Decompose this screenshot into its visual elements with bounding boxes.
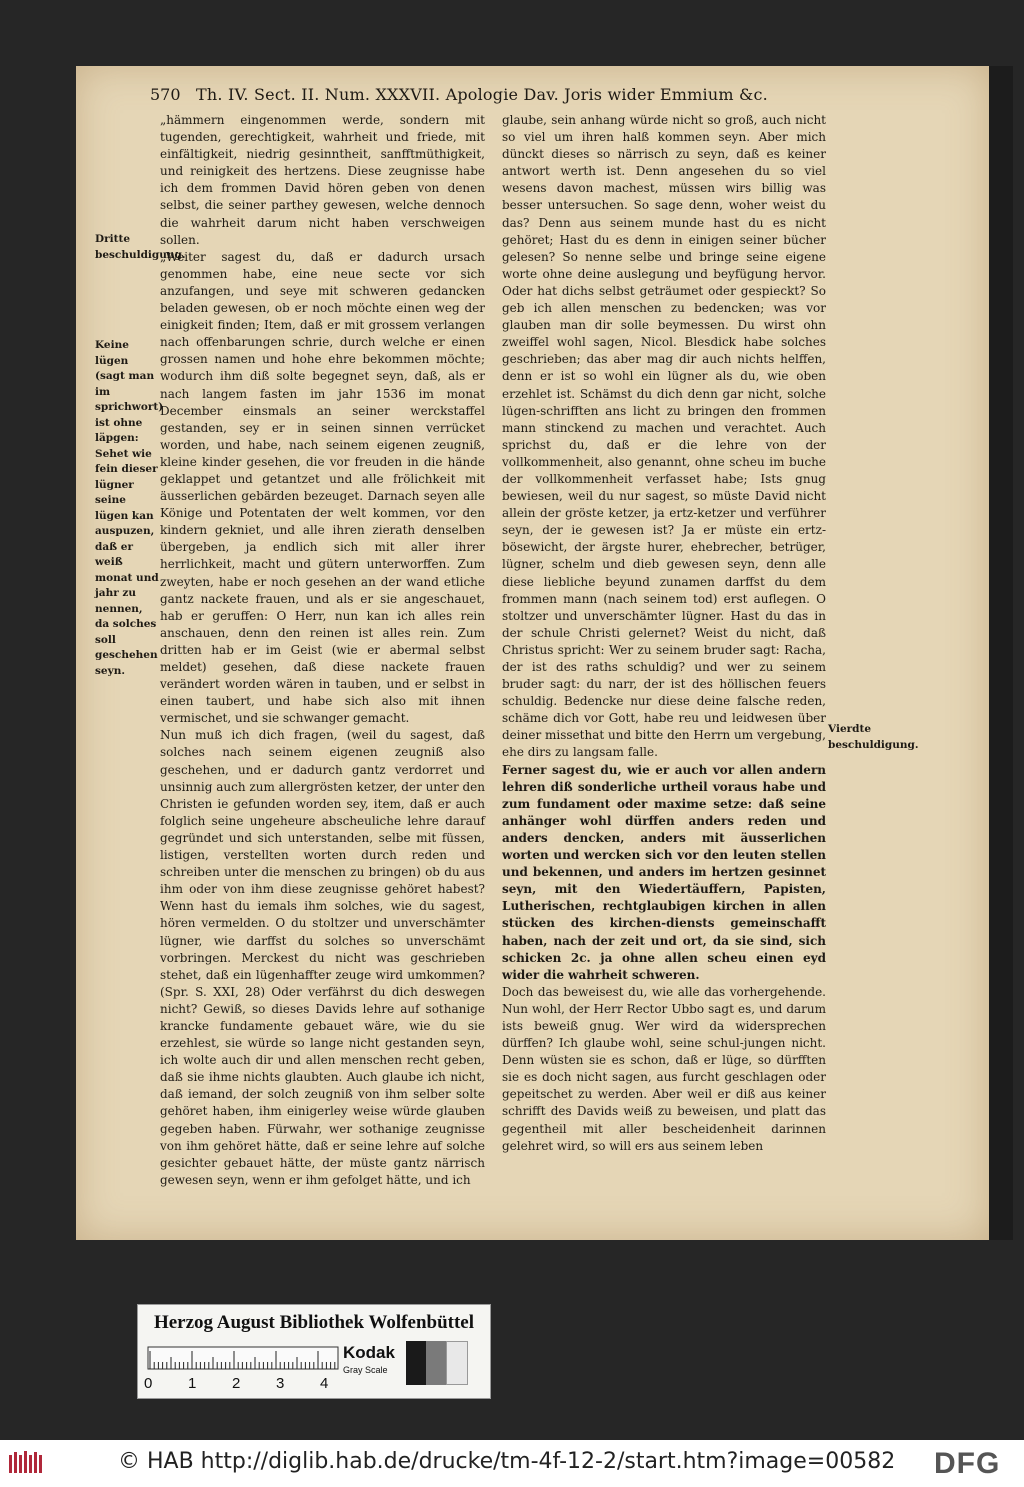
margin-note-vierdte: Vierdte beschuldigung. [828,723,919,751]
gray-patches [406,1341,468,1385]
paragraph: Nun muß ich dich fragen, (weil du sagest, daß solches nach seinem eigenen zeugniß also geschehen, und er dadurch gantz verdorret und unsinnig auch zum allergrösten ketzer, der unter den Christen ie gefunden worden sey, item, daß er auch folglich seine ungeheure abscheuliche lehre darauf gegründet und sich unterstanden, selbe mit füssen, listigen, verstellten worten durch reden und schreiben unter die menschen zu bringen) ob du aus ihm oder von ihm diese zeugnisse gehöret habest? Wenn hast du iemals ihm solches, wie du sagest, hören vermelden. O du stoltzer und unverschämter lügner, wie darffst du solches so unverschämt vorbringen. Merckest du nicht was geschrieben stehet, daß ein lügenhaffter zeuge wird umkommen? (Spr. S. XXI, 28) Oder verfährst du dich deswegen nicht? Gewiß, so dieses Davids lehre auf sothanige krancke fundamente gebauet wäre, wie du sie erzehlest, sie würde so lange nicht gestanden seyn, ich wolte auch dir und allen menschen recht geben, daß sie ihme nichts glaubten. Auch glaube ich nicht, daß iemand, der solch zeugniß von ihm selber solte gehöret haben, ihm einigerley weise würde glauben gegeben haben. Fürwahr, wer sothanige zeugnisse von ihm gehöret hätte, daß er seine lehre auf solche gesichter gebauet hätte, der müste gantz närrisch gewesen seyn, wenn er ihm gefolget hätte, und ich [160,728,486,1187]
ruler-numbers [144,1375,344,1395]
kodak-brand: Kodak [343,1343,395,1362]
footer-bar [0,1440,1024,1487]
running-head [150,83,870,107]
dfg-logo: DFG [934,1447,1001,1480]
kodak-subtitle: Gray Scale [343,1365,388,1375]
paragraph: „Weiter sagest du, daß er dadurch ursach genommen habe, eine neue secte vor sich anzufangen, und seye mit schweren gedancken beladen gewesen, ob er noch möchte einen weg der einigkeit finden; Item, daß er mit grossem verlangen nach offenbarungen schrie, durch welche er einen grossen namen und hohe ehre bekommen möchte; wodurch ihm diß solte begegnet seyn, daß, als er nach langem fasten im jahr 1536 im monat December einsmals an seiner werckstaffel gestanden, sey er in seinen sinnen verrücket worden, und habe, nach seinem eigenen zeugniß, kleine kinder gesehen, die vor freuden in die hände geklappet und getantzet und alle frölichkeit mit äusserlichen gebärden bezeuget. Darnach seyen alle Könige und Potentaten der welt kommen, vor den kindern gekniet, und alle ihren zierath denselben übergeben, ja endlich sich mit aller ihrer herrlichkeit, macht und gütern unterworffen. Zum zweyten, habe er noch gesehen an der wand etliche gantz nackete frauen, und als er sie angeschauet, hab er geruffen: O Herr, nun kan ich alles rein anschauen, denn den reinen ist alles rein. Zum dritten hab er im Geist (wie er abermal selbst meldet) gesehen, daß diese nackete frauen verändert worden wären in tauben, und er selbst in einen taubert, und habe sich also mit ihnen vermischet, und sie schwanger gemacht. [160,249,485,726]
color-ruler [137,1304,491,1399]
ruler-number: 0 [144,1375,153,1392]
copyright-url: © HAB http://diglib.hab.de/drucke/tm-4f-12-2/start.htm?image=00582 [118,1449,896,1474]
paragraph: „hämmern eingenommen werde, sondern mit tugenden, gerechtigkeit, wahrheit und friede, mit einfältigkeit, niedrig gesinntheit, sanfftmüthigkeit, und reinigkeit des hertzens. Diese zeugnisse habe ich dem frommen David hören geben von denen selbst, die seiner parthey gewesen, welche dennoch die wahrheit darum nicht haben verschweigen sollen. [160,113,485,247]
ruler-number: 2 [232,1375,241,1392]
ruler-number: 1 [188,1375,197,1392]
ruler-title: Herzog August Bibliothek Wolfenbüttel [153,1312,475,1333]
margin-note-keine: Keine lügen (sagt man im sprichwort) ist ohne läpgen: Sehet wie fein dieser lügner seine lügen kan auspuzen, daß er weiß monat und jahr zu nennen, da solches soll geschehen seyn. [95,339,164,677]
left-text-column [160,112,486,1187]
ruler-scale [148,1347,338,1369]
page-number: 570 [150,85,181,104]
paragraph: Ferner sagest du, wie er auch vor allen andern lehren diß sonderliche urtheil voraus habe und zum fundament oder maxime setze: daß seine anhänger wohl dürffen anders reden und anders dencken, anders mit äusserlichen worten und wercken sich vor den leuten stellen und bekennen, und anders im hertzen gesinnet seyn, mit den Wiedertäuffern, Papisten, Lutherischen, rechtglaubigen kirchen in allen stücken des kirchen-diensts gemeinschafft haben, nach der zeit und ort, da sie sind, sich schicken 2c. ja ohne allen scheu einen eyd wider die wahrheit schweren. [502,762,826,982]
right-text-column [502,112,826,1153]
gray-patch [426,1341,446,1385]
page-edge [989,66,1013,1240]
paragraph: glaube, sein anhang würde nicht so groß, auch nicht so viel um ihren halß kommen seyn. Aber mich dünckt dieses so närrisch zu seyn, daß es keiner antwort werth ist. Denn angesehen du so viel wesens davon machest, müssen wirs billig was besser untersuchen. So sage denn, woher weist du das? Denn aus seinem munde hast du es nicht gehöret; Hast du es denn in einigen seiner bücher gelesen? So nenne selbe und bringe seine eigene worte ohne deine auslegung und beyfügung hervor. Oder hat dichs selbst geträumet oder gespieckt? So geb ich allen menschen zu bedencken; was vor glauben man dir solle beymessen. Du wirst ohn zweiffel wohl sagen, Nicol. Blesdick habe solches geschrieben; das aber mag dir auch nichts helffen, denn er ist so wohl ein lügner als du, wie oben erzehlet ist. Schämst du dich denn gar nicht, solche lügen-schrifften ans licht zu bringen den frommen mann stinckend zu machen und verachtet. Auch sprichst du, daß er die lehre von der vollkommenheit, also genannt, ohne scheu im buche der vollkommenheit verfasset habe; Ists gnug bewiesen, weil du nur sagest, so müste David nicht allein der gröste ketzer, ja ertz-ketzer und verführer seyn, der ie gewesen ist? Ja er müste ein ertz-bösewicht, der ärgste hurer, ehebrecher, betrüger, lügner, schelm und dieb gewesen seyn, denn alle diese liebliche beyund zunamen darffst du dem frommen mann (nach seinem tod) erst auflegen. O stoltzer und unverschämter lügner. Hast du das in der schule Christi gelernet? Weist du nicht, daß Christus spricht: Wer zu seinem bruder sagt: Racha, der ist des raths schuldig? und wer zu seinem bruder sagt: du narr, der ist des höllischen feuers schuldig. Bedencke nur diese deine falsche reden, schäme dich vor Gott, habe reu und leidwesen über deiner missethat und bitte den Herrn um vergebung, ehe dirs zu langsam falle. [502,113,826,760]
gray-patch [406,1341,426,1385]
gray-patch [446,1341,468,1385]
hab-logo-icon [8,1449,44,1477]
running-head-title: Th. IV. Sect. II. Num. XXXVII. Apologie Dav. Joris wider Emmium &c. [196,85,768,104]
ruler-number: 4 [320,1375,329,1392]
ruler-number: 3 [276,1375,285,1392]
paragraph: Doch das beweisest du, wie alle das vorhergehende. Nun wohl, der Herr Rector Ubbo sagt es, und darum ists beweiß gnug. Wer wird da widersprechen dürffen? Ich glaube wohl, seine schul-jungen nicht. Denn wüsten sie es schon, daß er lüge, so dürfften sie es doch nicht sagen, aus furcht geschlagen oder gepeitschet zu werden. Aber weil er diß aus keiner schrifft des Davids weiß zu beweisen, und platt das gegentheil mit aller bescheidenheit darinnen gelehret wird, so will ers aus seinem leben [502,984,826,1153]
margin-note-dritte: Dritte beschuldigung. [95,233,186,261]
kodak-logo [343,1343,401,1383]
